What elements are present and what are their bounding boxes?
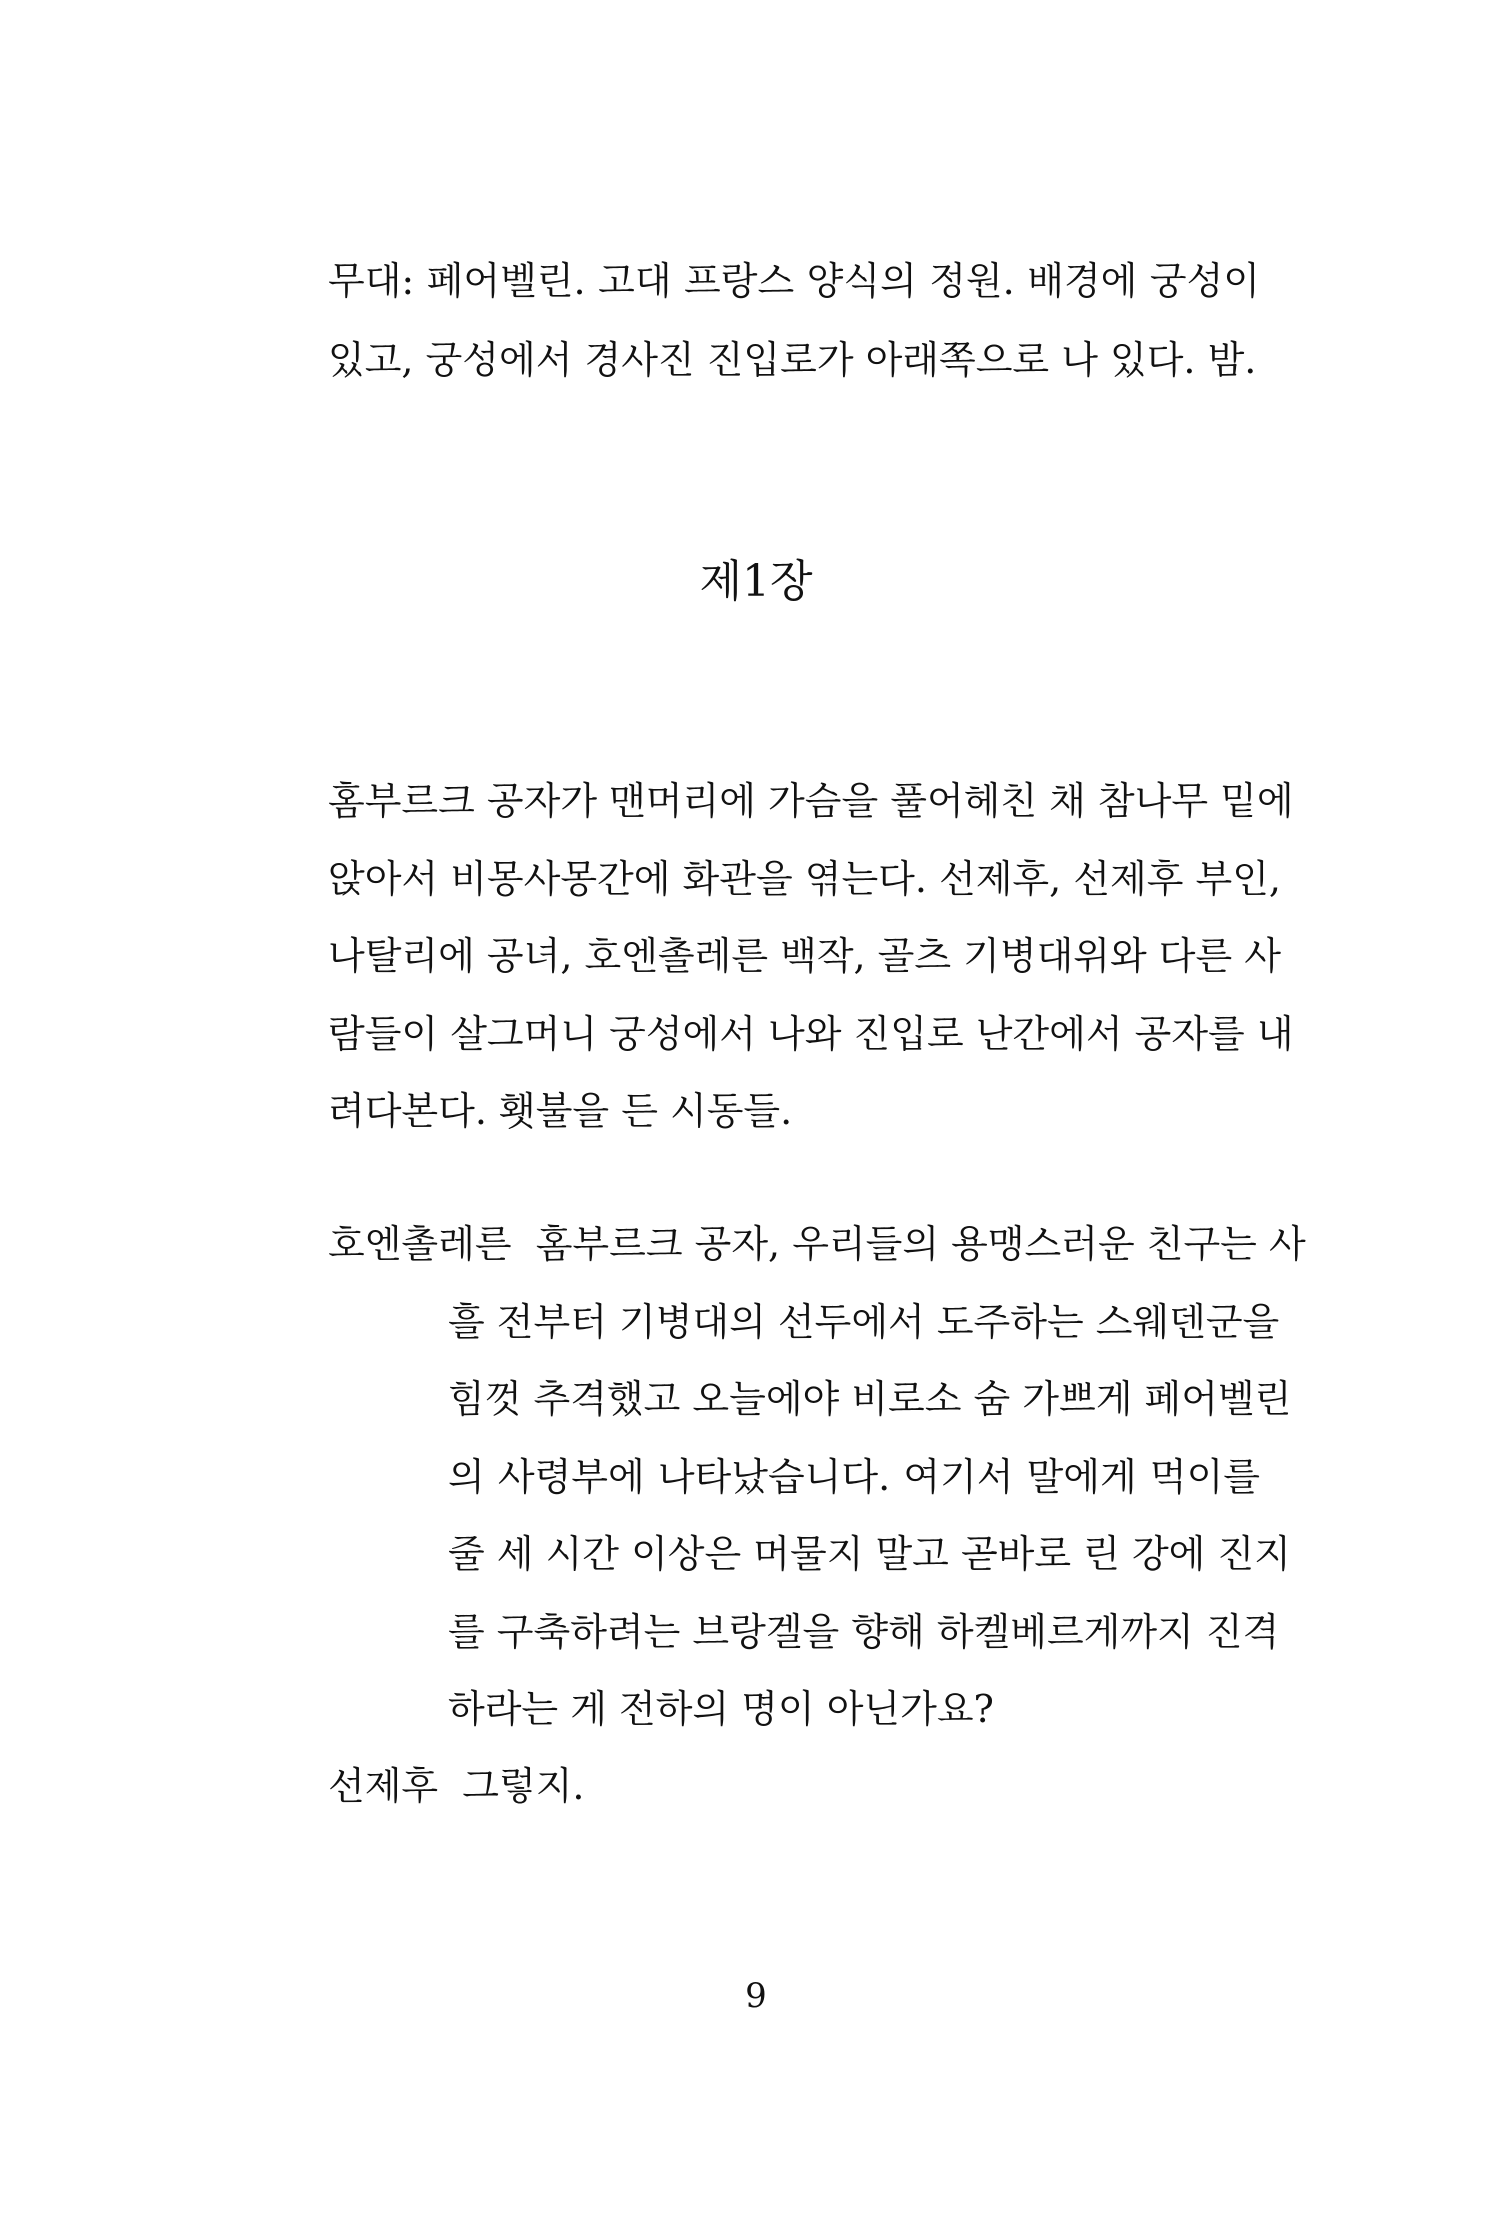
page-number: 9 xyxy=(745,1976,767,2016)
dialogue-continuation-line: 힘껏 추격했고 오늘에야 비로소 숨 가쁘게 페어벨린 xyxy=(448,1377,1292,1421)
scene-description-line: 홈부르크 공자가 맨머리에 가슴을 풀어헤친 채 참나무 밑에 xyxy=(328,779,1294,823)
chapter-title: 제1장 xyxy=(699,556,813,607)
dialogue-continuation-line: 하라는 게 전하의 명이 아닌가요? xyxy=(448,1687,994,1731)
stage-direction-line: 무대: 페어벨린. 고대 프랑스 양식의 정원. 배경에 궁성이 xyxy=(328,259,1260,303)
stage-direction-line: 있고, 궁성에서 경사진 진입로가 아래쪽으로 나 있다. 밤. xyxy=(328,338,1257,382)
dialogue-text: 그렇지. xyxy=(462,1764,585,1808)
speaker-name: 호엔촐레른 xyxy=(328,1222,512,1266)
scene-description-line: 나탈리에 공녀, 호엔촐레른 백작, 골츠 기병대위와 다른 사 xyxy=(328,934,1281,978)
dialogue-continuation-line: 줄 세 시간 이상은 머물지 말고 곧바로 린 강에 진지 xyxy=(448,1532,1291,1576)
dialogue-continuation-line: 를 구축하려는 브랑겔을 향해 하켈베르게까지 진격 xyxy=(448,1610,1280,1654)
dialogue-continuation-line: 흘 전부터 기병대의 선두에서 도주하는 스웨덴군을 xyxy=(448,1300,1280,1344)
dialogue-text: 홈부르크 공자, 우리들의 용맹스러운 친구는 사 xyxy=(535,1222,1306,1266)
scene-description-line: 려다본다. 횃불을 든 시동들. xyxy=(328,1089,793,1133)
dialogue-line xyxy=(328,1760,1260,1812)
dialogue-line xyxy=(328,1218,1306,1270)
dialogue-continuation-line: 의 사령부에 나타났습니다. 여기서 말에게 먹이를 xyxy=(448,1455,1260,1499)
scene-description-line: 앉아서 비몽사몽간에 화관을 엮는다. 선제후, 선제후 부인, xyxy=(328,857,1281,901)
scene-description-line: 람들이 살그머니 궁성에서 나와 진입로 난간에서 공자를 내 xyxy=(328,1012,1294,1056)
speaker-name: 선제후 xyxy=(328,1764,439,1808)
